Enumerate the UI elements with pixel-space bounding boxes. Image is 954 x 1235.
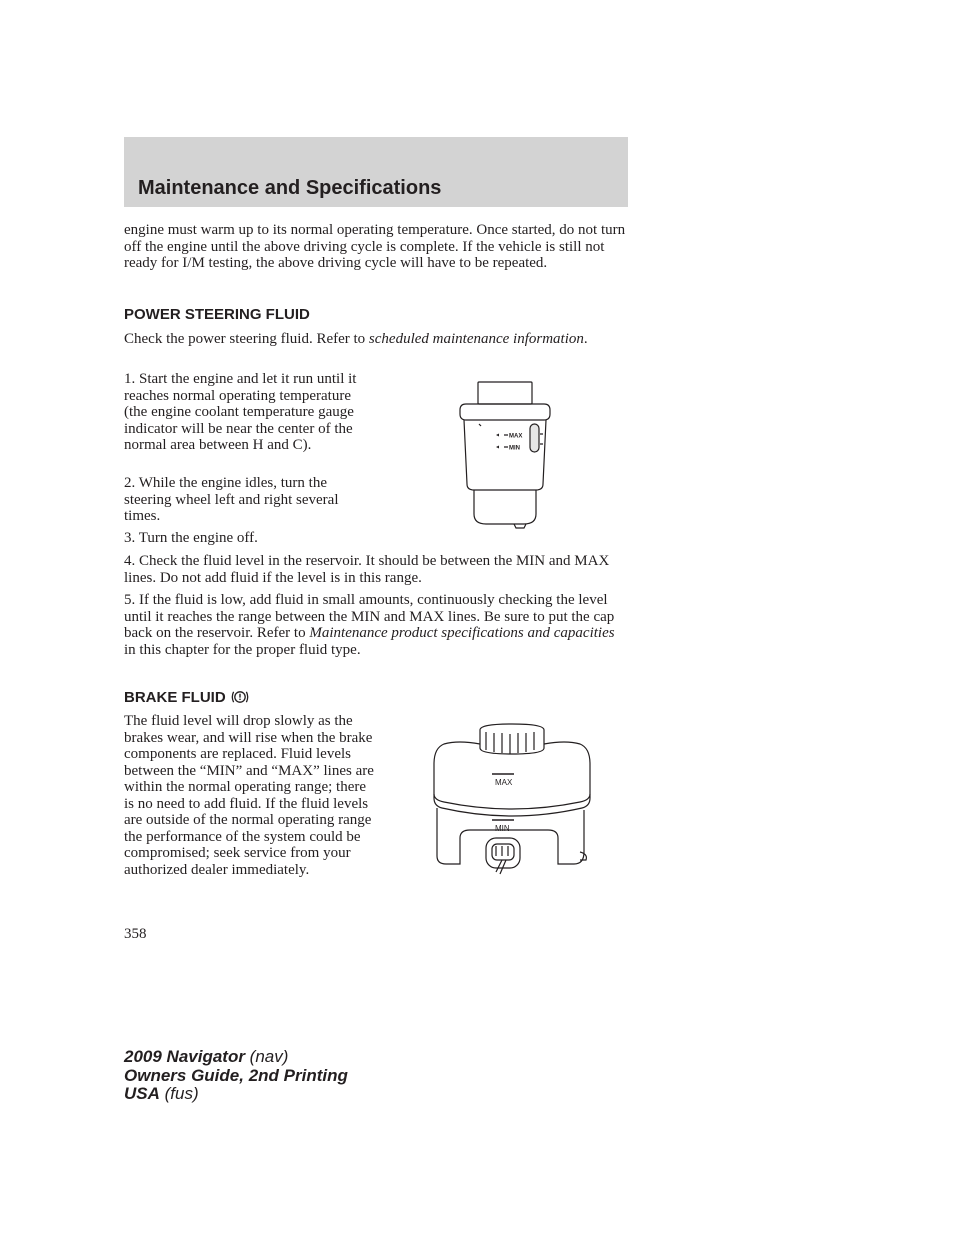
capacities-reference: Maintenance product specifications and capacities: [309, 625, 615, 641]
power-steering-heading: POWER STEERING FLUID: [124, 306, 310, 323]
brake-reservoir-upper: [434, 742, 590, 809]
brake-min-label: MIN: [495, 824, 510, 833]
brake-warning-icon: [230, 688, 250, 710]
step-3: 3. Turn the engine off.: [124, 530, 258, 546]
step-1: 1. Start the engine and let it run until it reaches normal operating temperature (the engine coolant temperature gauge indicator will be near the center of the normal area between H and C).: [124, 371, 357, 453]
section-title: Maintenance and Specifications: [138, 177, 442, 199]
fluid-level-window: [530, 424, 539, 452]
intro-paragraph: engine must warm up to its normal operating temperature. Once started, do not turn off the engine until the above driving cycle is complete. If the vehicle is still not ready for I/M testing, the above driving cycle will have to be repeated.: [124, 222, 626, 271]
brake-fluid-reservoir-figure: [430, 720, 592, 880]
brake-fluid-paragraph: The fluid level will drop slowly as the brakes wear, and will rise when the brake components are replaced. Fluid levels between the “MIN” and “MAX” lines are within the normal operating range; there is no need to add fluid. If the fluid levels are outside of the normal operating range the performance of the system could be compromised; seek service from your authorized dealer immediately.: [124, 713, 374, 878]
reservoir-base: [474, 490, 536, 524]
brake-fluid-heading: BRAKE FLUID: [124, 688, 250, 710]
footer-line-2: Owners Guide, 2nd Printing: [124, 1065, 348, 1085]
step-5: 5. If the fluid is low, add fluid in small amounts, continuously checking the level until it reaches the range between the MIN and MAX lines. Be sure to put the cap back on the reservoir. Refer to Maintenance product specifications and capacities in this chapter for the proper fluid type.: [124, 592, 615, 658]
step-4: 4. Check the fluid level in the reservoir. It should be between the MIN and MAX lines. Do not add fluid if the level is in this range.: [124, 553, 610, 586]
power-steering-min-label: MIN: [509, 445, 520, 452]
step-2: 2. While the engine idles, turn the steering wheel left and right several times.: [124, 475, 339, 524]
scheduled-maintenance-reference: scheduled maintenance information: [368, 331, 584, 347]
footer-line-3: USA (fus): [124, 1084, 199, 1103]
brake-sensor-connector: [486, 838, 520, 868]
power-steering-max-label: MAX: [509, 433, 523, 440]
footer-line-1: 2009 Navigator (nav): [124, 1047, 289, 1066]
power-steering-reservoir-figure: [452, 378, 562, 530]
reservoir-cap: [478, 382, 532, 404]
page-number: 358: [124, 926, 147, 942]
reservoir-collar: [460, 404, 550, 420]
document-footer: [124, 1048, 348, 1104]
section-header-band: [124, 137, 628, 207]
brake-max-label: MAX: [495, 778, 513, 787]
power-steering-check-paragraph: Check the power steering fluid. Refer to scheduled maintenance information.: [124, 331, 588, 347]
